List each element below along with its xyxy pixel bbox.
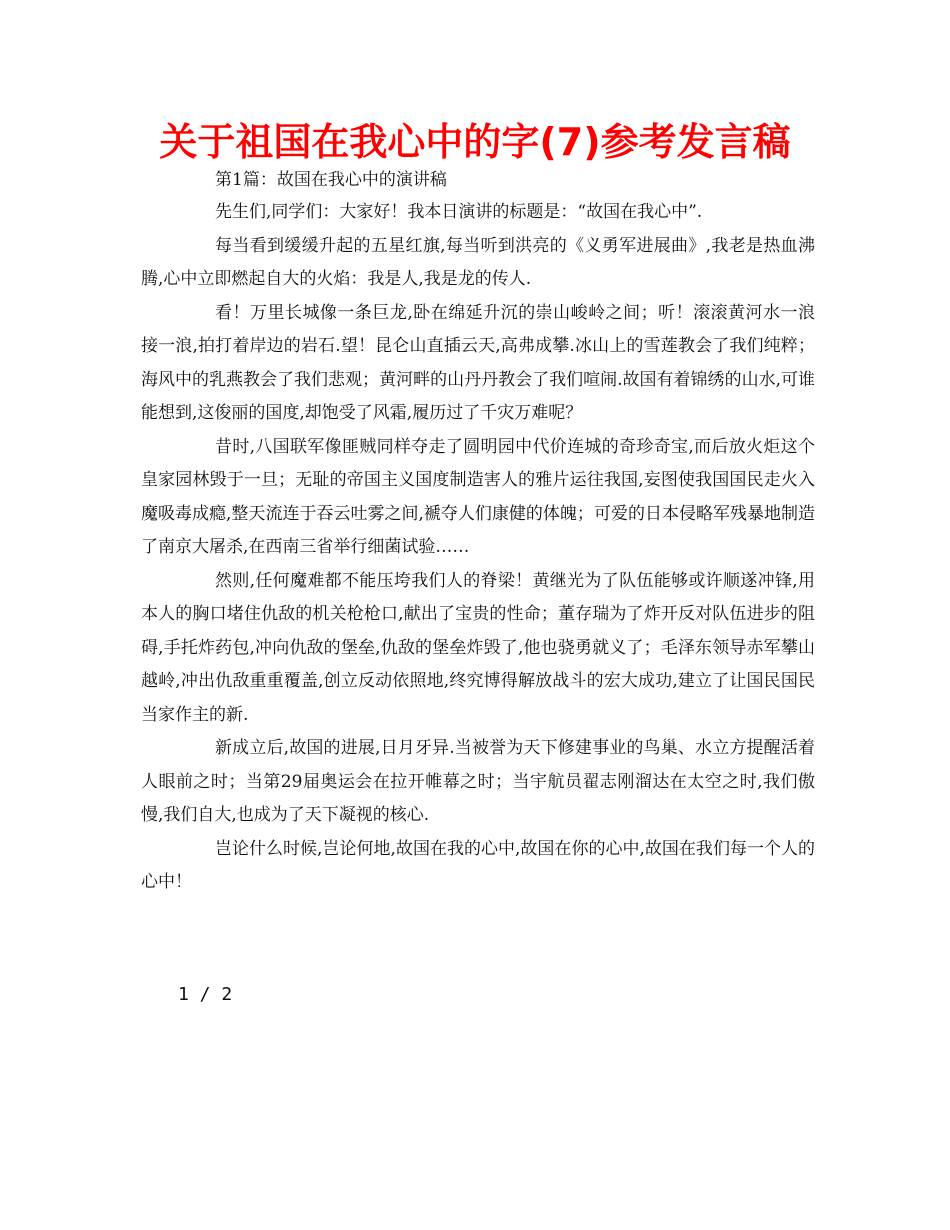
paragraph-conclusion: 岂论什么时候,岂论何地,故国在我的心中,故国在你的心中,故国在我们每一个人的心中！ [141,838,815,892]
paragraph-history: 昔时,八国联军像匪贼同样夺走了圆明园中代价连城的奇珍奇宝,而后放火炬这个皇家园林毁于一旦；无耻的帝国主义国度制造害人的雅片运往我国,妄图使我国国民走火入魔吸毒成瘾,整天流连于吞云吐雾之间,褫夺人们康健的体魄；可爱的日本侵略军残暴地制造了南京大屠杀,在西南三省举行细菌试验…… [141,436,815,557]
paragraph-heroes: 然则,任何魔难都不能压垮我们人的脊梁！黄继光为了队伍能够或许顺遂冲锋,用本人的胸口堵住仇敌的机关枪枪口,献出了宝贵的性命；董存瑞为了炸开反对队伍进步的阻碍,手托炸药包,冲向仇敌的堡垒,仇敌的堡垒炸毁了,他也骁勇就义了；毛泽东领导赤军攀山越岭,冲出仇敌重重覆盖,创立反动依照地,终究博得解放战斗的宏大成功,建立了让国民国民当家作主的新. [141,570,815,725]
paragraph-development: 新成立后,故国的进展,日月牙异.当被誉为天下修建事业的鸟巢、水立方提醒活着人眼前之时；当第29届奥运会在拉开帷幕之时；当宇航员翟志刚溜达在太空之时,我们傲慢,我们自大,也成为了天下凝视的核心. [141,738,815,825]
page-number: 1 / 2 [178,984,233,1005]
paragraph-landscape: 看！万里长城像一条巨龙,卧在绵延升沉的崇山峻岭之间；听！滚滚黄河水一浪接一浪,拍打着岸边的岩石.望！昆仑山直插云天,高弗成攀.冰山上的雪莲教会了我们纯粹；海风中的乳燕教会了我们悲观；黄河畔的山丹丹教会了我们喧闹.故国有着锦绣的山水,可谁能想到,这俊丽的国度,却饱受了风霜,履历过了千灾万难呢？ [141,302,815,423]
document-title: 关于祖国在我心中的字(7)参考发言稿 [159,120,791,164]
section-subtitle: 第1篇：故国在我心中的演讲稿 [215,170,447,190]
document-body [141,164,815,900]
paragraph-greeting: 先生们,同学们：大家好！我本日演讲的标题是：“故国在我心中”. [215,202,703,222]
paragraph-flag: 每当看到缓缓升起的五星红旗,每当听到洪亮的《义勇军进展曲》,我老是热血沸腾,心中立即燃起自大的火焰：我是人,我是龙的传人. [141,235,815,289]
